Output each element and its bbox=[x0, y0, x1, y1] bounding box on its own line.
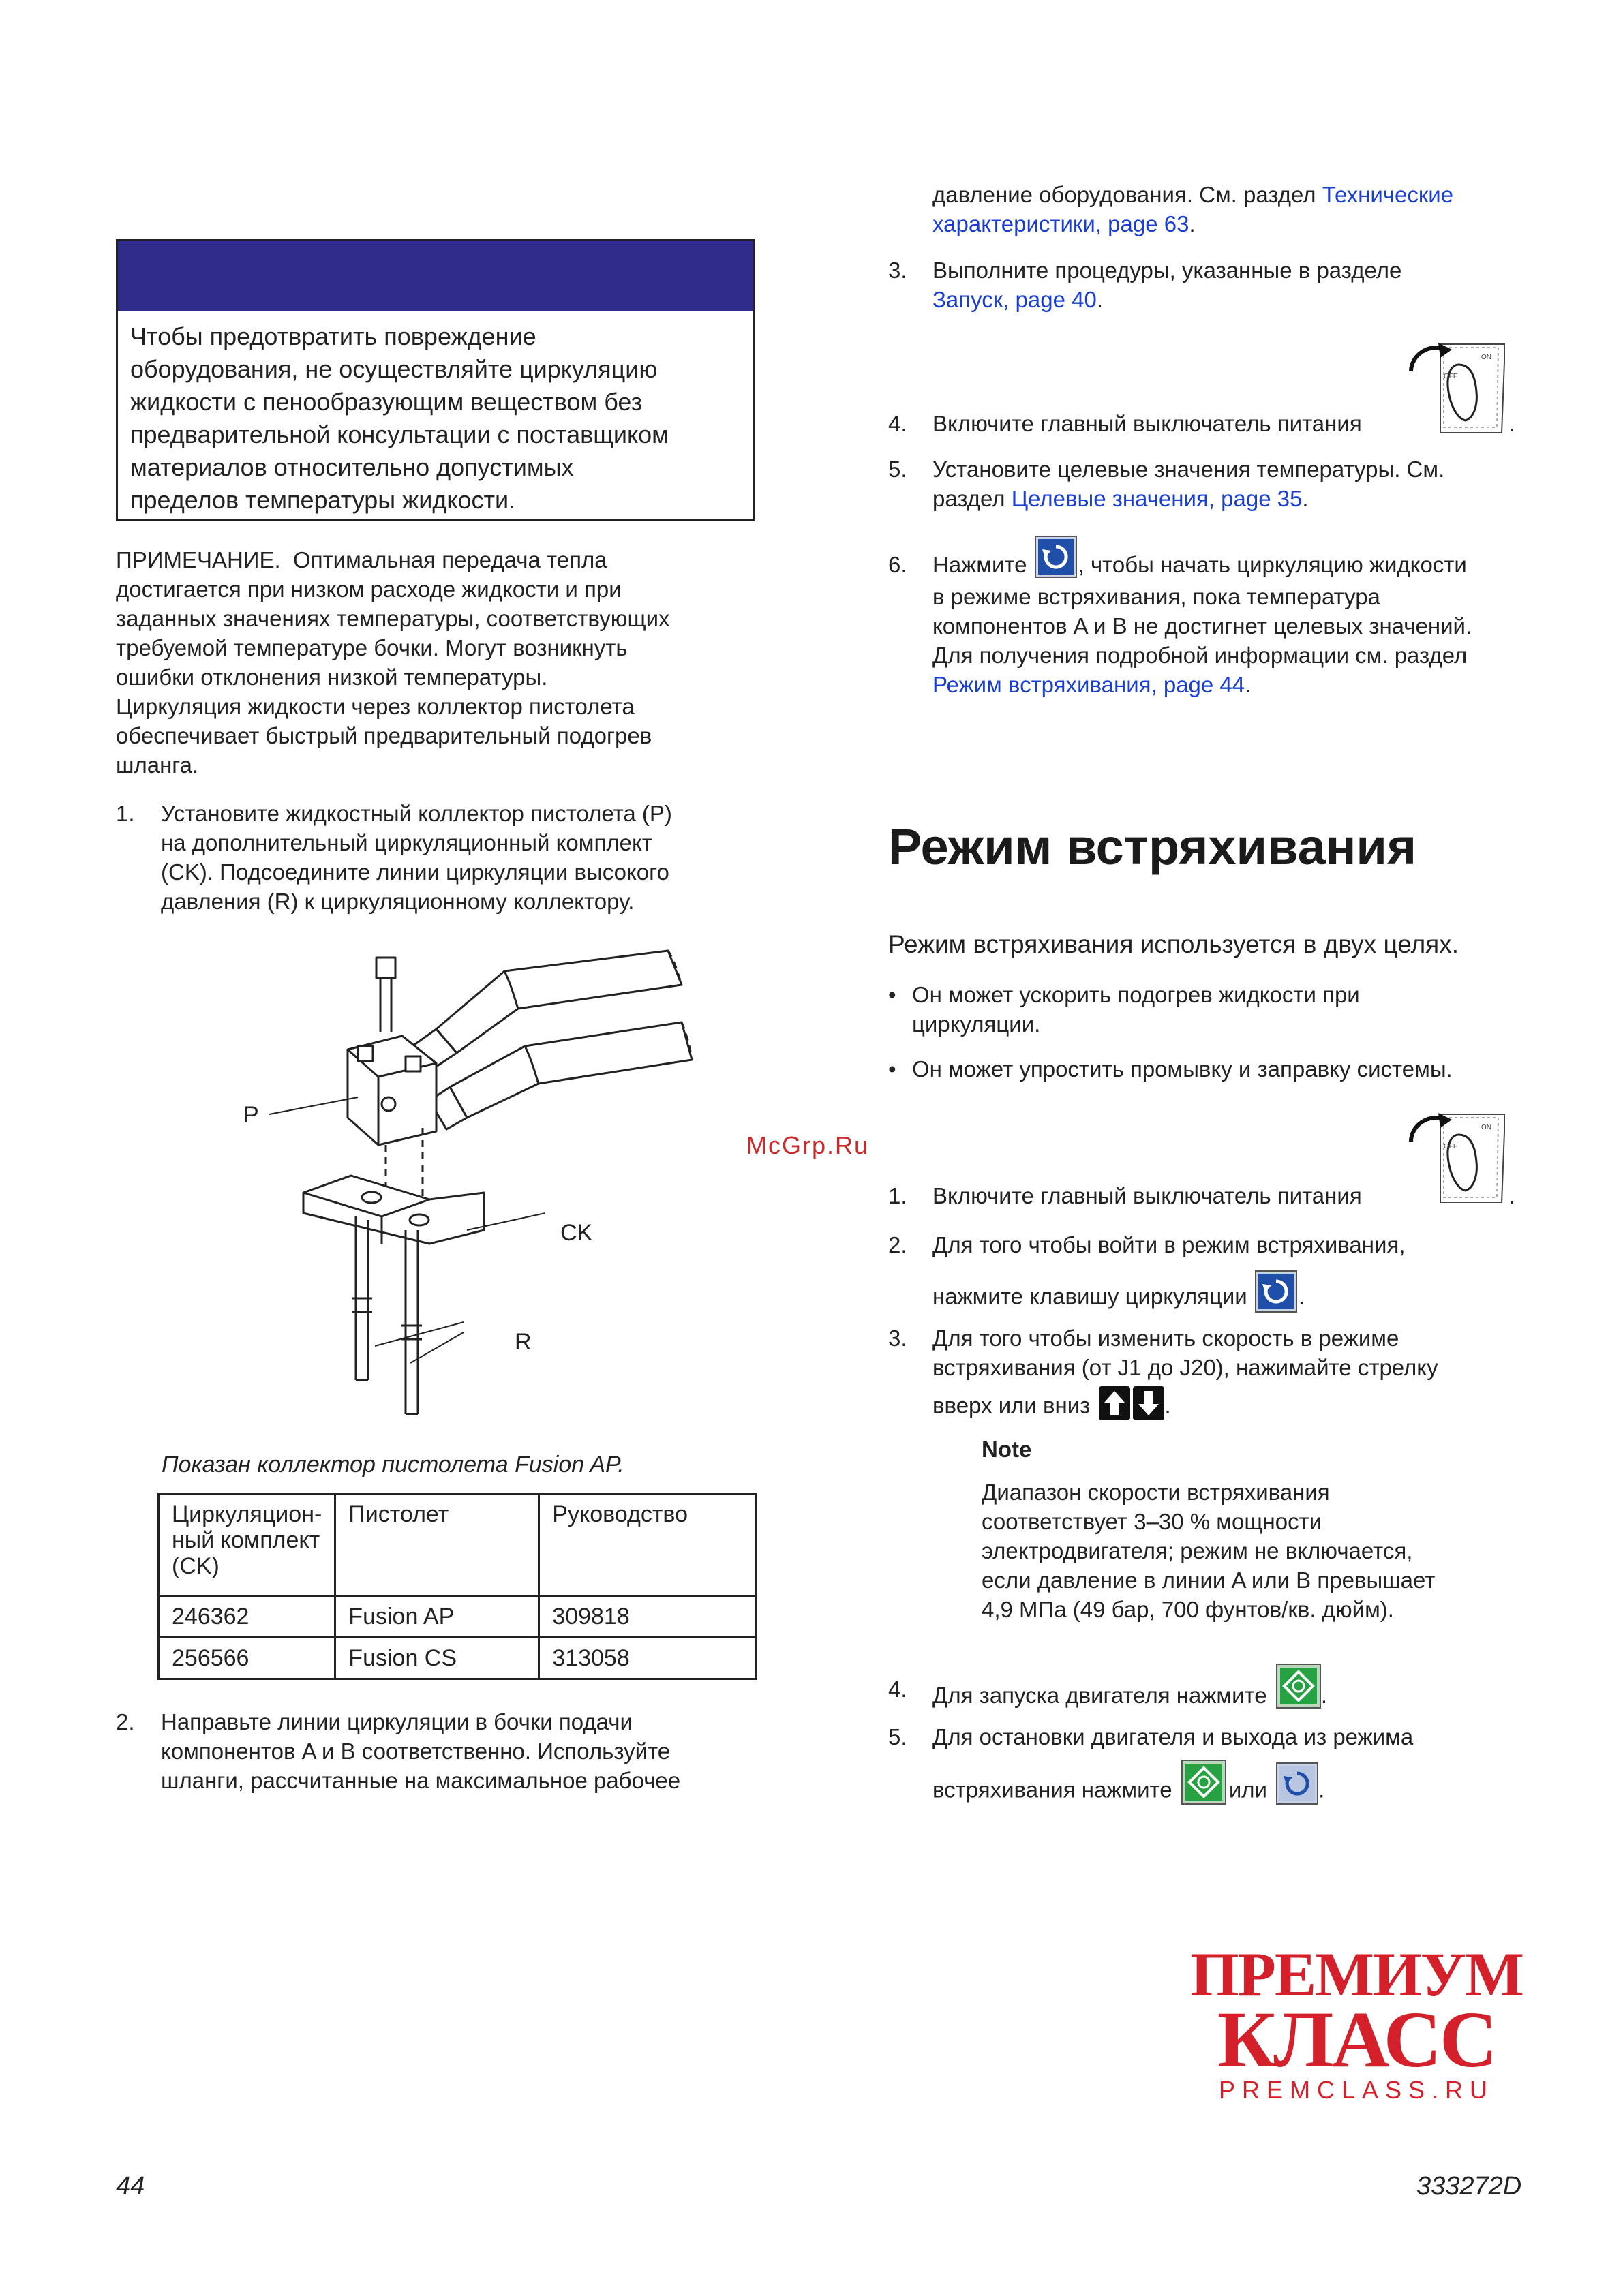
circulation-key-icon[interactable] bbox=[1255, 1270, 1297, 1313]
note-line: шланга. bbox=[116, 752, 199, 778]
logo-line-2: КЛАСС bbox=[1217, 1995, 1496, 2084]
step-line: шланги, рассчитанные на максимальное рабочее bbox=[161, 1768, 681, 1793]
table-row bbox=[159, 1638, 757, 1679]
table-cell: Fusion CS bbox=[335, 1638, 539, 1679]
manifold-drawing bbox=[232, 944, 695, 1435]
table-header-cell: Руководство bbox=[539, 1494, 757, 1596]
bullet-line: Он может ускорить подогрев жидкости при bbox=[912, 982, 1360, 1007]
link-tech-specs[interactable]: Технические bbox=[1322, 182, 1454, 207]
note-line: Циркуляция жидкости через коллектор пистолета bbox=[116, 694, 635, 719]
step-number: 4. bbox=[888, 411, 907, 436]
step-number: 1. bbox=[116, 801, 135, 826]
note-line: требуемой температуре бочки. Могут возникнуть bbox=[116, 635, 628, 660]
logo-line-1: ПРЕМИУМ bbox=[1190, 1940, 1523, 2009]
label-p: P bbox=[243, 1102, 259, 1128]
step-line: встряхивания (от J1 до J20), нажимайте стрелку bbox=[932, 1355, 1438, 1380]
note-line: заданных значениях температуры, соответствующих bbox=[116, 606, 670, 631]
motor-stop-key-icon[interactable] bbox=[1181, 1760, 1226, 1805]
step-line: Включите главный выключатель питания bbox=[932, 411, 1362, 436]
notice-line: оборудования, не осуществляйте циркуляцию bbox=[130, 355, 658, 383]
step-line: Для того чтобы изменить скорость в режиме bbox=[932, 1326, 1399, 1351]
agitate-note-line: соответствует 3–30 % мощности bbox=[982, 1509, 1322, 1534]
step-number: 3. bbox=[888, 258, 907, 283]
table-row bbox=[159, 1596, 757, 1638]
watermark-text: McGrp.Ru bbox=[746, 1131, 870, 1159]
agitate-note bbox=[982, 1437, 1568, 1624]
step-line: Включите главный выключатель питания bbox=[932, 1183, 1362, 1208]
step-number: 4. bbox=[888, 1677, 907, 1702]
step-number: 5. bbox=[888, 457, 907, 482]
agitate-note-line: электродвигателя; режим не включается, bbox=[982, 1538, 1413, 1563]
page-number: 44 bbox=[116, 2172, 145, 2201]
svg-text:ON: ON bbox=[1481, 354, 1491, 361]
note-line: достигается при низком расходе жидкости и при bbox=[116, 577, 622, 602]
bullet-line: циркуляции. bbox=[912, 1011, 1041, 1037]
step-line: (CK). Подсоедините линии циркуляции высокого bbox=[161, 859, 669, 885]
step-line: Установите жидкостный коллектор пистолета (P) bbox=[161, 801, 672, 826]
notice-line: жидкости с пенообразующим веществом без bbox=[130, 388, 643, 416]
step-number: 3. bbox=[888, 1326, 907, 1351]
table-header-row bbox=[159, 1494, 757, 1596]
table-cell: 313058 bbox=[539, 1638, 757, 1679]
step-line: Установите целевые значения температуры. См. bbox=[932, 457, 1445, 482]
agitate-note-title: Note bbox=[982, 1437, 1032, 1462]
note-first-line: Оптимальная передача тепла bbox=[293, 547, 607, 572]
step-line: Для получения подробной информации см. раздел bbox=[932, 643, 1468, 669]
step-line: давления (R) к циркуляционному коллектору. bbox=[161, 889, 635, 914]
bullet-mark: • bbox=[888, 982, 896, 1007]
step-line: на дополнительный циркуляционный комплект bbox=[161, 830, 652, 855]
link-agitate-mode[interactable]: Режим встряхивания, page 44 bbox=[932, 672, 1245, 698]
premclass-logo bbox=[1186, 1940, 1527, 2104]
step-number: 5. bbox=[888, 1724, 907, 1749]
notice-line: материалов относительно допустимых bbox=[130, 453, 574, 481]
step-line: Направьте линии циркуляции в бочки подачи bbox=[161, 1709, 633, 1734]
doc-number: 333272D bbox=[1416, 2172, 1522, 2201]
link-target-values[interactable]: Целевые значения, page 35 bbox=[1011, 486, 1303, 511]
cont-text: давление оборудования. См. раздел bbox=[932, 182, 1322, 207]
arrow-down-key-icon[interactable] bbox=[1133, 1386, 1164, 1420]
table-cell: 256566 bbox=[159, 1638, 335, 1679]
motor-start-key-icon[interactable] bbox=[1276, 1664, 1321, 1709]
table-cell: 309818 bbox=[539, 1596, 757, 1638]
step-number: 6. bbox=[888, 552, 907, 577]
logo-line-3: PREMCLASS.RU bbox=[1218, 2076, 1495, 2104]
cont-end: . bbox=[1189, 211, 1196, 236]
table-cell: Fusion AP bbox=[335, 1596, 539, 1638]
section-title: Режим встряхивания bbox=[888, 818, 1417, 875]
manifold-figure bbox=[232, 944, 695, 1435]
note-label: ПРИМЕЧАНИЕ. bbox=[116, 547, 281, 572]
svg-text:OFF: OFF bbox=[1444, 373, 1457, 380]
agitate-note-line: 4,9 МПа (49 бар, 700 фунтов/кв. дюйм). bbox=[982, 1597, 1394, 1622]
bullet-line: Он может упростить промывку и заправку системы. bbox=[912, 1056, 1453, 1082]
link-startup[interactable]: Запуск, page 40 bbox=[932, 287, 1097, 312]
section-intro: Режим встряхивания используется в двух целях. bbox=[888, 930, 1459, 958]
figure-caption: Показан коллектор пистолета Fusion AP. bbox=[162, 1452, 624, 1478]
note-paragraph bbox=[116, 545, 763, 780]
note-line: обеспечивает быстрый предварительный подогрев bbox=[116, 723, 652, 748]
table-header-cell: Пистолет bbox=[335, 1494, 539, 1596]
step-line: Для остановки двигателя и выхода из режима bbox=[932, 1724, 1414, 1749]
step-line: Выполните процедуры, указанные в разделе bbox=[932, 258, 1402, 283]
notice-text bbox=[118, 311, 753, 517]
notice-line: Чтобы предотвратить повреждение bbox=[130, 322, 536, 350]
arrow-up-key-icon[interactable] bbox=[1099, 1386, 1130, 1420]
step-line: компонентов A и B соответственно. Используйте bbox=[161, 1739, 671, 1764]
step-end: . bbox=[1508, 1183, 1515, 1208]
table-cell: 246362 bbox=[159, 1596, 335, 1638]
circulation-key-icon[interactable] bbox=[1035, 536, 1077, 578]
step-end: . bbox=[1508, 411, 1515, 436]
circulation-key-icon[interactable] bbox=[1276, 1762, 1318, 1805]
svg-text:ON: ON bbox=[1481, 1124, 1491, 1131]
table-header-cell: Циркуляцион- ный комплект (CK) bbox=[159, 1494, 335, 1596]
notice-header-bar bbox=[118, 241, 753, 311]
step-line: в режиме встряхивания, пока температура bbox=[932, 584, 1380, 610]
label-ck: CK bbox=[560, 1220, 593, 1246]
label-r: R bbox=[515, 1329, 532, 1355]
notice-box bbox=[116, 239, 755, 521]
step-number: 1. bbox=[888, 1183, 907, 1208]
agitate-note-line: если давление в линии A или B превышает bbox=[982, 1567, 1436, 1593]
bullet-mark: • bbox=[888, 1056, 896, 1082]
step-line: компонентов A и B не достигнет целевых значений. bbox=[932, 613, 1472, 639]
step-number: 2. bbox=[116, 1709, 135, 1734]
kit-table bbox=[157, 1493, 757, 1680]
step-line: Для того чтобы войти в режим встряхивания, bbox=[932, 1232, 1406, 1257]
right-continuation bbox=[932, 180, 1587, 239]
step-number: 2. bbox=[888, 1232, 907, 1257]
agitate-note-line: Диапазон скорости встряхивания bbox=[982, 1480, 1330, 1505]
note-line: ошибки отклонения низкой температуры. bbox=[116, 664, 548, 690]
link-tech-specs-page[interactable]: характеристики, page 63 bbox=[932, 211, 1189, 236]
notice-line: пределов температуры жидкости. bbox=[130, 486, 516, 514]
svg-text:OFF: OFF bbox=[1444, 1143, 1457, 1150]
notice-line: предварительной консультации с поставщиком bbox=[130, 420, 669, 448]
